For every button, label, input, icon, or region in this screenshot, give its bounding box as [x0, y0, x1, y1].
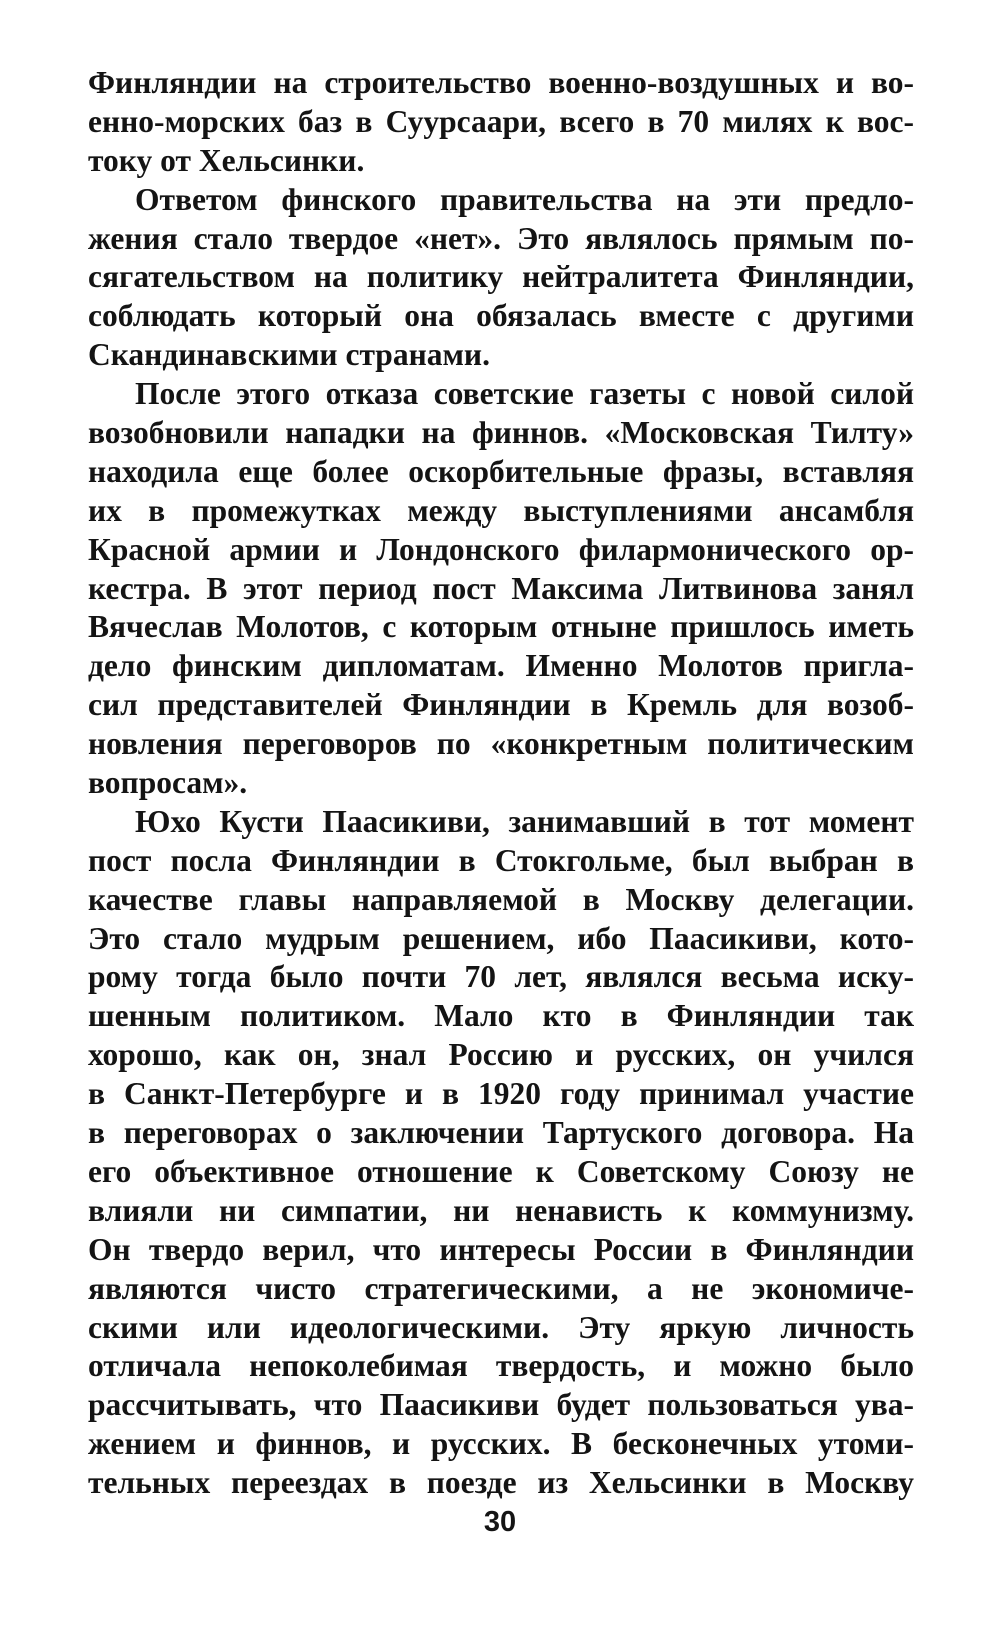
text-line: Красной армии и Лондонского филармонического ор-: [88, 531, 914, 567]
text-line: дело финским дипломатам. Именно Молотов пригла-: [88, 648, 914, 684]
text-line: Он твердо верил, что интересы России в Финляндии: [88, 1231, 914, 1267]
text-line: в Санкт-Петербурге и в 1920 году принимал участие: [88, 1076, 914, 1112]
text-line: вопросам».: [88, 765, 248, 801]
text-line: кестра. В этот период пост Максима Литвинова занял: [88, 570, 914, 606]
text-line: рому тогда было почти 70 лет, являлся весьма иску-: [88, 959, 914, 995]
page-body: [88, 64, 914, 1503]
text-line: Это стало мудрым решением, ибо Паасикиви, кото-: [88, 920, 914, 956]
text-line: Ответом финского правительства на эти предло-: [135, 181, 914, 217]
text-line: енно-морских баз в Суурсаари, всего в 70 милях к вос-: [88, 103, 914, 139]
text-line: шенным политиком. Мало кто в Финляндии так: [88, 998, 914, 1034]
text-line: новления переговоров по «конкретным политическим: [88, 726, 914, 762]
text-line: тельных переездах в поезде из Хельсинки в Москву: [88, 1465, 914, 1501]
paragraph: [88, 181, 914, 375]
text-line: отличала непоколебимая твердость, и можно было: [88, 1348, 914, 1384]
text-line: Финляндии на строительство военно-воздушных и во-: [88, 65, 914, 100]
paragraph: [88, 64, 914, 181]
text-line: Скандинавскими странами.: [88, 337, 490, 373]
paragraph: [88, 803, 914, 1503]
text-line: Юхо Кусти Паасикиви, занимавший в тот момент: [135, 803, 914, 839]
text-line: влияли ни симпатии, ни ненависть к коммунизму.: [88, 1192, 914, 1228]
text-line: находила еще более оскорбительные фразы, вставляя: [88, 453, 914, 489]
text-line: жением и финнов, и русских. В бесконечных утоми-: [88, 1426, 914, 1462]
text-line: сягательством на политику нейтралитета Финляндии,: [88, 259, 914, 295]
text-line: его объективное отношение к Советскому Союзу не: [88, 1153, 914, 1189]
text-line: хорошо, как он, знал Россию и русских, он учился: [88, 1037, 914, 1073]
text-line: скими или идеологическими. Эту яркую личность: [88, 1309, 914, 1345]
text-line: их в промежутках между выступлениями ансамбля: [88, 492, 914, 528]
text-line: соблюдать который она обязалась вместе с другими: [88, 298, 914, 334]
text-line: рассчитывать, что Паасикиви будет пользоваться ува-: [88, 1387, 914, 1423]
text-line: току от Хельсинки.: [88, 142, 365, 178]
text-line: После этого отказа советские газеты с новой силой: [135, 376, 914, 412]
text-line: качестве главы направляемой в Москву делегации.: [88, 881, 914, 917]
text-line: пост посла Финляндии в Стокгольме, был выбран в: [88, 842, 914, 878]
text-line: являются чисто стратегическими, а не экономиче-: [88, 1270, 914, 1306]
page-number: 30: [483, 1506, 517, 1538]
text-line: в переговорах о заключении Тартуского договора. На: [88, 1115, 914, 1151]
paragraph: [88, 375, 914, 803]
text-line: жения стало твердое «нет». Это являлось прямым по-: [88, 220, 914, 256]
text-line: Вячеслав Молотов, с которым отныне пришлось иметь: [88, 609, 914, 645]
text-line: сил представителей Финляндии в Кремль для возоб-: [88, 687, 914, 723]
text-line: возобновили нападки на финнов. «Московская Тилту»: [88, 415, 914, 451]
